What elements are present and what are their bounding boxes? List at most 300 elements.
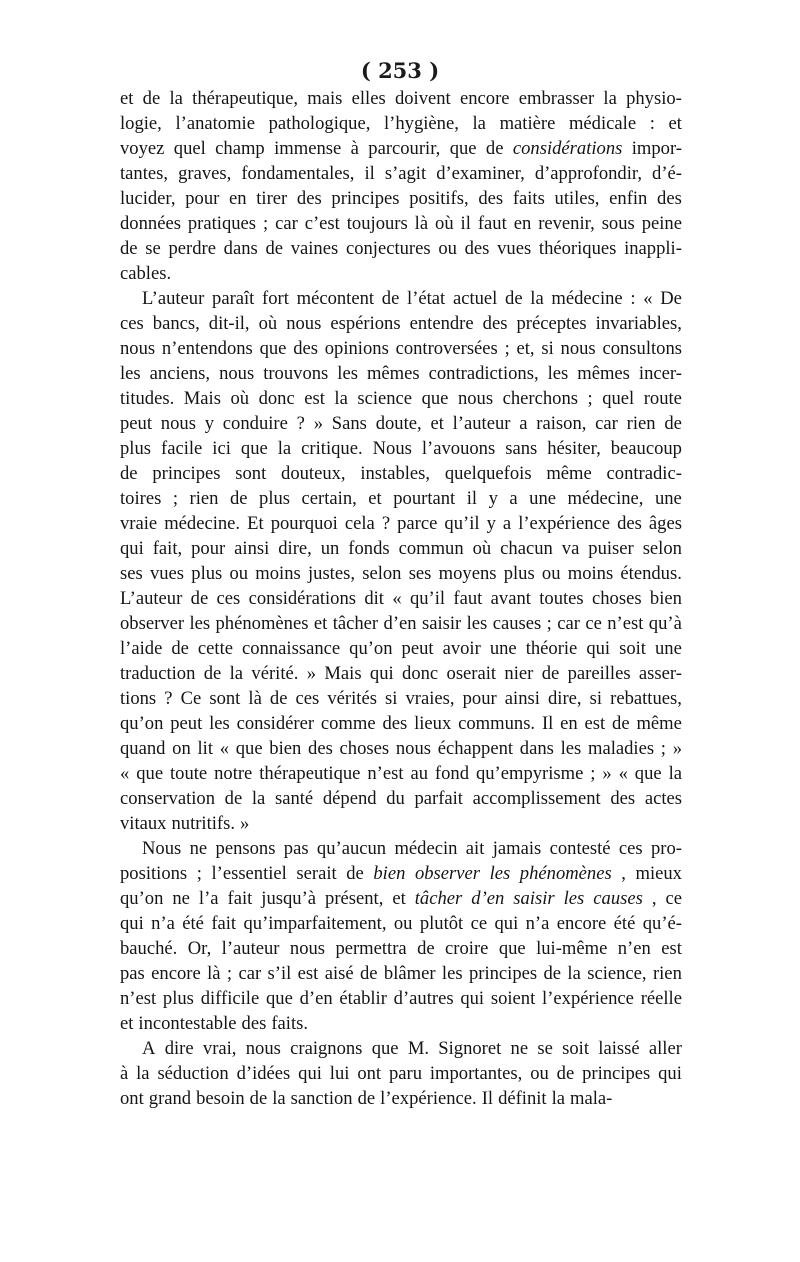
word: qui [298, 1063, 322, 1084]
word: de [224, 788, 243, 809]
word: ; [587, 388, 593, 409]
word: des [308, 738, 333, 759]
word: « [618, 763, 628, 784]
word: vérités [327, 688, 377, 709]
word: ainsi [234, 538, 270, 559]
word: vitaux [120, 813, 167, 834]
word: médicale [568, 113, 637, 134]
word: » [313, 413, 323, 434]
text-line [120, 211, 682, 236]
word: peut [170, 713, 203, 734]
word: et, [516, 338, 535, 359]
word: été [613, 913, 636, 934]
word: lui [329, 1063, 350, 1084]
word: plus [503, 563, 535, 584]
word: mais [307, 88, 343, 109]
word: ; [196, 863, 202, 884]
word: pourtant [393, 488, 456, 509]
word: médecine [551, 288, 623, 309]
word: fonds [348, 538, 390, 559]
word: l’avouons [421, 438, 496, 459]
word: de [229, 488, 248, 509]
word: il [460, 213, 471, 234]
word: ; [262, 213, 269, 234]
word: enfin [609, 188, 648, 209]
italic-word: d’en [471, 888, 505, 909]
word: d’approfondir, [534, 163, 642, 184]
word: Et [247, 513, 264, 534]
word: tâcher [332, 613, 379, 634]
text-line [120, 311, 682, 336]
word: médecin [394, 838, 458, 859]
word: moyens [438, 563, 497, 584]
word: l’expérience. [380, 1088, 477, 1109]
word: parfait [414, 788, 463, 809]
word: thérapeutique, [192, 88, 298, 109]
word: vraies, [405, 688, 455, 709]
word: car [275, 213, 298, 234]
word: du [386, 788, 405, 809]
word: invariables, [595, 313, 682, 334]
word: vrai, [202, 1038, 237, 1059]
word: justes, [307, 563, 355, 584]
word: se [145, 238, 161, 259]
word: principes [468, 963, 538, 984]
word: la [251, 788, 266, 809]
word: une [654, 488, 682, 509]
word: échappent [437, 738, 514, 759]
word: controversées [395, 338, 498, 359]
word: ; [660, 738, 666, 759]
word: laissé [598, 1038, 640, 1059]
word: santé [274, 788, 314, 809]
word: L’auteur [120, 588, 183, 609]
word: avant [490, 588, 531, 609]
word: mala- [570, 1088, 613, 1109]
word: qu’il [444, 513, 480, 534]
word: considérer [236, 713, 315, 734]
word: dire [164, 1038, 194, 1059]
word: parce [397, 513, 438, 534]
word: âges [648, 513, 682, 534]
word: dans [223, 238, 258, 259]
word: médecine. [164, 513, 241, 534]
word: où [258, 313, 278, 334]
word: « [219, 738, 229, 759]
word: de [505, 288, 523, 309]
word: plus [191, 563, 223, 584]
word: asser- [638, 663, 682, 684]
word: traduction [120, 663, 196, 684]
word: de [120, 238, 138, 259]
word: difficile [200, 988, 260, 1009]
word: que [634, 763, 662, 784]
word: qu’é- [642, 913, 682, 934]
word: des [478, 188, 504, 209]
word: est [661, 938, 682, 959]
word: selon [362, 563, 402, 584]
text-line [120, 1086, 682, 1111]
word: accomplissement [472, 788, 601, 809]
word: dire, [548, 688, 582, 709]
word: cette [197, 638, 234, 659]
word: embrasser [518, 88, 595, 109]
word: nous [160, 413, 196, 434]
text-line [120, 111, 682, 136]
word: séduction [157, 1063, 229, 1084]
word: peut [401, 638, 434, 659]
word: des [617, 513, 642, 534]
word: que [259, 338, 287, 359]
word: peine [641, 213, 682, 234]
text-line [120, 861, 682, 886]
word: ce [665, 888, 682, 909]
word: positifs, [409, 188, 469, 209]
word: connaissance [242, 638, 341, 659]
word: rien [652, 963, 682, 984]
word: craignons [290, 1038, 363, 1059]
text-line [120, 336, 682, 361]
word: une [655, 638, 682, 659]
word: de [556, 1063, 575, 1084]
word: faut [453, 588, 483, 609]
word: une [489, 638, 517, 659]
word: que [498, 938, 526, 959]
word: nous [395, 738, 431, 759]
word: théoriques [538, 238, 617, 259]
word: un [320, 538, 340, 559]
word: » [602, 763, 612, 784]
word: voyez [120, 138, 165, 159]
word: champ [215, 138, 265, 159]
text-line [120, 486, 682, 511]
word: qu’on [120, 713, 164, 734]
word: de [346, 863, 364, 884]
word: rien [189, 488, 219, 509]
word: contesté [549, 838, 611, 859]
word: n’a [525, 913, 550, 934]
word: ici [212, 438, 231, 459]
text-line [120, 911, 682, 936]
word: nous [219, 363, 255, 384]
word: toutes [539, 588, 584, 609]
italic-word: phénomènes [519, 863, 612, 884]
word: parcourir, [368, 138, 441, 159]
word: l’auteur [221, 938, 280, 959]
word: la [551, 1088, 566, 1109]
word: chacun [500, 538, 553, 559]
word: que [136, 763, 164, 784]
text-line [120, 461, 682, 486]
word: la [603, 88, 617, 109]
word: « [120, 763, 130, 784]
paragraph [120, 86, 682, 286]
word: route [643, 388, 682, 409]
word: quel [173, 138, 206, 159]
word: Il [541, 713, 554, 734]
word: dire, [278, 538, 312, 559]
word: commun [398, 538, 464, 559]
word: entendre [409, 313, 474, 334]
text-line [120, 361, 682, 386]
word: médecine, [567, 488, 644, 509]
word: de [541, 663, 560, 684]
text-line [120, 536, 682, 561]
word: car [557, 613, 580, 634]
word: considérations [248, 588, 357, 609]
word: l’état [407, 288, 446, 309]
word: mécontent [296, 288, 375, 309]
word: ses [408, 563, 432, 584]
text-line [120, 811, 682, 836]
text-line [120, 736, 682, 761]
word: les [189, 613, 211, 634]
word: , [651, 888, 657, 909]
word: titudes. [120, 388, 175, 409]
word: la [472, 113, 486, 134]
text-line [120, 761, 682, 786]
word: des [382, 713, 408, 734]
word: fait [227, 888, 253, 909]
word: contradic- [606, 463, 682, 484]
word: y [486, 513, 496, 534]
word: conservation [120, 788, 216, 809]
word: encore [151, 963, 201, 984]
word: vaines [290, 238, 339, 259]
word: sanction [290, 1088, 353, 1109]
word: nous [457, 388, 494, 409]
word: bauché. [120, 938, 178, 959]
word: « [643, 288, 653, 309]
word: ces [216, 588, 241, 609]
word: des [610, 788, 636, 809]
word: lit [197, 738, 213, 759]
word: rien [626, 413, 656, 434]
word: les [209, 713, 230, 734]
word: faits [512, 188, 545, 209]
word: grand [148, 1088, 192, 1109]
word: là [207, 963, 221, 984]
text-line [120, 86, 682, 111]
word: qu’aucun [316, 838, 387, 859]
word: , [621, 863, 626, 884]
word: ne [172, 888, 190, 909]
word: ces [120, 313, 144, 334]
word: bancs, [152, 313, 200, 334]
word: hésiter, [547, 438, 601, 459]
word: à [350, 138, 359, 159]
word: qui [120, 538, 144, 559]
word: physio- [626, 88, 682, 109]
word: notre [214, 763, 253, 784]
word: et [313, 613, 328, 634]
word: les [547, 363, 569, 384]
word: la [530, 288, 544, 309]
word: selon [642, 538, 682, 559]
word: faits. [271, 1013, 308, 1034]
word: L’auteur [142, 288, 205, 309]
word: ? [164, 688, 173, 709]
text-line [120, 1011, 682, 1036]
word: la [567, 963, 581, 984]
word: pathologique, [268, 113, 371, 134]
body-text [120, 86, 682, 1111]
word: « [392, 588, 402, 609]
word: qu’on [120, 888, 164, 909]
text-line [120, 136, 682, 161]
text-line [120, 411, 682, 436]
word: où [230, 388, 250, 409]
word: nous [560, 338, 596, 359]
word: : [649, 113, 655, 134]
word: de [417, 938, 435, 959]
word: Mais [324, 663, 362, 684]
word: ; [504, 338, 510, 359]
word: de [190, 588, 209, 609]
word: paraît [212, 288, 255, 309]
word: nous [289, 938, 326, 959]
word: de [357, 1088, 376, 1109]
word: est [297, 963, 319, 984]
word: toujours [346, 213, 408, 234]
word: paru [388, 1063, 422, 1084]
paragraph [120, 1036, 682, 1111]
word: sans [505, 438, 538, 459]
word: que [371, 1038, 399, 1059]
word: cherchons [502, 388, 578, 409]
word: n’est [367, 763, 404, 784]
word: théorie [525, 638, 578, 659]
word: ont [120, 1088, 144, 1109]
word: de [359, 963, 378, 984]
word: y [488, 488, 498, 509]
word: d’idées [236, 1063, 291, 1084]
word: encore [459, 88, 510, 109]
word: où [472, 538, 492, 559]
word: si [385, 688, 398, 709]
word: n’a [151, 913, 175, 934]
word: les [466, 613, 488, 634]
word: n’entendons [161, 338, 253, 359]
paragraph [120, 836, 682, 1036]
italic-word: observer [414, 863, 481, 884]
word: serait [296, 863, 337, 884]
word: et [430, 413, 444, 434]
word: Ce [180, 688, 202, 709]
italic-word: les [489, 863, 511, 884]
word: nier [504, 663, 534, 684]
word: que [235, 738, 263, 759]
word: les [337, 363, 358, 384]
word: ou [438, 238, 457, 259]
word: importantes, [429, 1063, 523, 1084]
word: sont [209, 688, 241, 709]
word: Nous [372, 438, 412, 459]
word: n’est [607, 613, 644, 634]
word: de [543, 963, 562, 984]
word: moins [567, 563, 614, 584]
word: avoir [442, 638, 481, 659]
word: l’expérience [542, 988, 634, 1009]
word: l’auteur [452, 413, 511, 434]
word: ne [189, 838, 208, 859]
word: car [238, 963, 262, 984]
word: quel [602, 388, 635, 409]
word: a [502, 513, 512, 534]
word: est [584, 713, 606, 734]
word: il [466, 488, 478, 509]
word: qui [120, 913, 144, 934]
word: communs. [458, 713, 536, 734]
word: de [485, 138, 504, 159]
word: de [249, 1088, 268, 1109]
text-line [120, 886, 682, 911]
word: s’il [267, 963, 292, 984]
word: ont [357, 1063, 382, 1084]
text-line [120, 561, 682, 586]
word: ; [590, 763, 596, 784]
word: des [296, 188, 322, 209]
word: observer [120, 613, 185, 634]
word: plus [120, 438, 151, 459]
word: mieux [635, 863, 682, 884]
word: même [546, 463, 592, 484]
word: réelle [640, 988, 682, 1009]
word: des [482, 313, 508, 334]
word: pas [120, 963, 145, 984]
word: l’anatomie [175, 113, 255, 134]
word: jusqu’à [261, 888, 317, 909]
word: positions [120, 863, 188, 884]
word: conduire [222, 413, 288, 434]
text-line [120, 611, 682, 636]
word: fort [262, 288, 289, 309]
word: pour [191, 538, 226, 559]
word: comme [320, 713, 376, 734]
word: et [120, 88, 134, 109]
word: doute, [375, 413, 422, 434]
word: n’en [617, 938, 651, 959]
text-line [120, 786, 682, 811]
text-line [120, 186, 682, 211]
word: se [537, 1038, 553, 1059]
word: mêmes [366, 363, 420, 384]
word: d’autres [393, 988, 454, 1009]
word: ? [296, 413, 305, 434]
word: dans [519, 738, 554, 759]
word: qui [369, 663, 394, 684]
word: une [529, 488, 557, 509]
word: » [672, 738, 682, 759]
word: vérité. [251, 663, 299, 684]
word: de [664, 413, 682, 434]
word: dit-il, [208, 313, 250, 334]
text-line [120, 286, 682, 311]
word: sont [235, 463, 267, 484]
word: vraie [120, 513, 158, 534]
word: principes [152, 463, 221, 484]
word: perdre [168, 238, 216, 259]
word: et [392, 888, 406, 909]
word: Or, [187, 938, 212, 959]
word: choses [339, 738, 390, 759]
word: est [304, 388, 325, 409]
word: des [293, 338, 318, 359]
word: là [414, 213, 429, 234]
word: A [142, 1038, 156, 1059]
word: qui [494, 913, 519, 934]
word: » [240, 813, 250, 834]
